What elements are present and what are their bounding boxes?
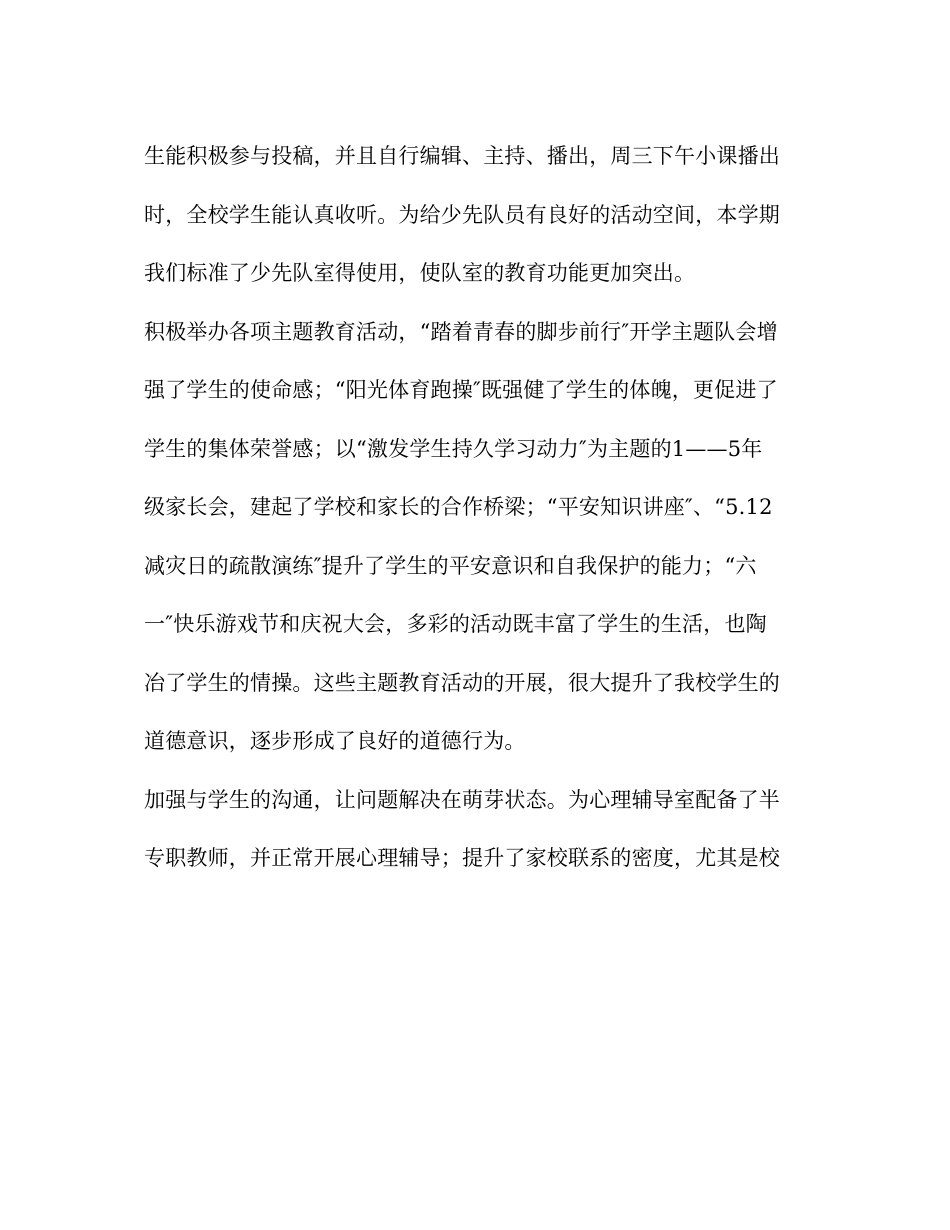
text-line: 强了学生的使命感；“阳光体育跑操″既强健了学生的体魄，更促进了 — [144, 378, 778, 402]
text-line: 道德意识，逐步形成了良好的道德行为。 — [144, 729, 526, 753]
text-line: 我们标准了少先队室得使用，使队室的教育功能更加突出。 — [144, 261, 696, 285]
text-line: 时，全校学生能认真收听。为给少先队员有良好的活动空间，本学期 — [144, 202, 780, 227]
text-line: 级家长会，建起了学校和家长的合作桥梁；“平安知识讲座″、“5.12 — [144, 495, 773, 519]
text-line: 生能积极参与投稿，并且自行编辑、主持、播出，周三下午小课播出 — [144, 144, 780, 168]
text-line: 冶了学生的情操。这些主题教育活动的开展，很大提升了我校学生的 — [144, 670, 780, 695]
text-line: 学生的集体荣誉感；以“激发学生持久学习动力″为主题的1——5年 — [144, 436, 763, 461]
text-line: 减灾日的疏散演练″提升了学生的平安意识和自我保护的能力；“六 — [144, 553, 757, 578]
body-text — [144, 136, 824, 897]
text-line: 一″快乐游戏节和庆祝大会，多彩的活动既丰富了学生的生活，也陶 — [144, 612, 767, 636]
text-line: 加强与学生的沟通，让问题解决在萌芽状态。为心理辅导室配备了半 — [144, 787, 780, 812]
text-line: 专职教师，并正常开展心理辅导；提升了家校联系的密度，尤其是校 — [144, 846, 780, 870]
text-line: 积极举办各项主题教育活动，“踏着青春的脚步前行″开学主题队会增 — [144, 319, 778, 344]
